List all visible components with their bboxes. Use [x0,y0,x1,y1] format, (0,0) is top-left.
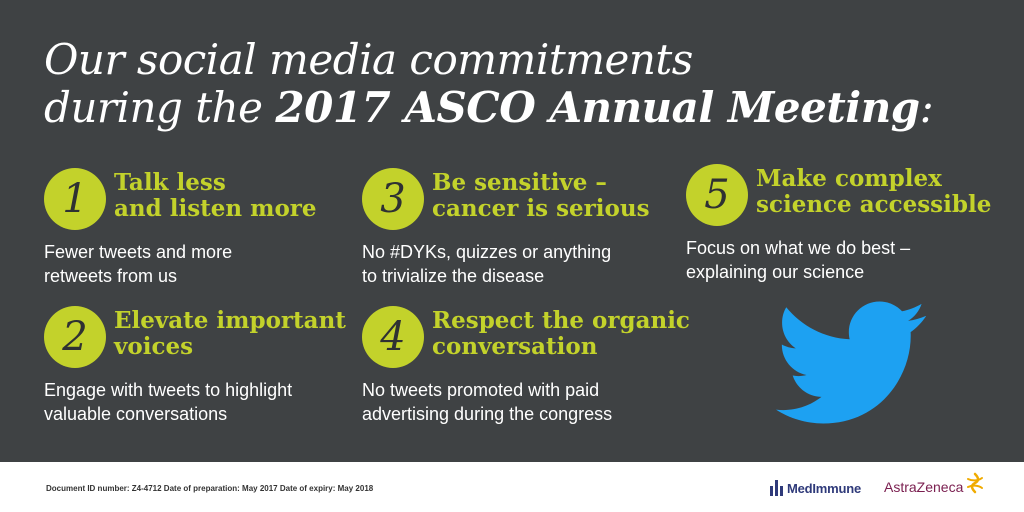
title-line-2-suffix: : [919,83,934,132]
commitment-heading: Elevate important voices [114,307,346,360]
commitment-description: Fewer tweets and more retweets from us [44,242,233,286]
document-id-note: Document ID number: Z4-4712 Date of preparation: May 2017 Date of expiry: May 2018 [46,484,374,493]
astrazeneca-logo-icon [964,472,986,494]
commitment-heading: Make complex science accessible [756,165,992,218]
commitment-description: No tweets promoted with paid advertising during the congress [362,380,613,424]
number-badge: 1 [44,168,106,230]
medimmune-logo [770,478,861,498]
medimmune-logo-icon [770,480,784,496]
commitment-heading: Be sensitive – cancer is serious [432,169,650,222]
title-line-2-prefix: during the [44,83,276,132]
commitment-description: Engage with tweets to highlight valuable conversations [44,380,293,424]
commitment-description: No #DYKs, quizzes or anything to trivialize the disease [362,242,612,286]
number-badge: 5 [686,164,748,226]
astrazeneca-wordmark: AstraZeneca [884,479,964,495]
footer [0,462,1024,512]
number-badge: 4 [362,306,424,368]
astrazeneca-logo [884,476,986,498]
medimmune-wordmark: MedImmune [787,480,862,496]
number-badge: 2 [44,306,106,368]
number-badge: 3 [362,168,424,230]
commitment-heading: Respect the organic conversation [432,307,690,360]
title-line-1: Our social media commitments [44,35,693,84]
twitter-bird-icon [776,300,926,425]
commitment-heading: Talk less and listen more [114,169,317,222]
title-line-2-strong: 2017 ASCO Annual Meeting [275,83,920,132]
page-title [44,36,933,132]
commitment-description: Focus on what we do best – explaining our science [686,238,911,282]
